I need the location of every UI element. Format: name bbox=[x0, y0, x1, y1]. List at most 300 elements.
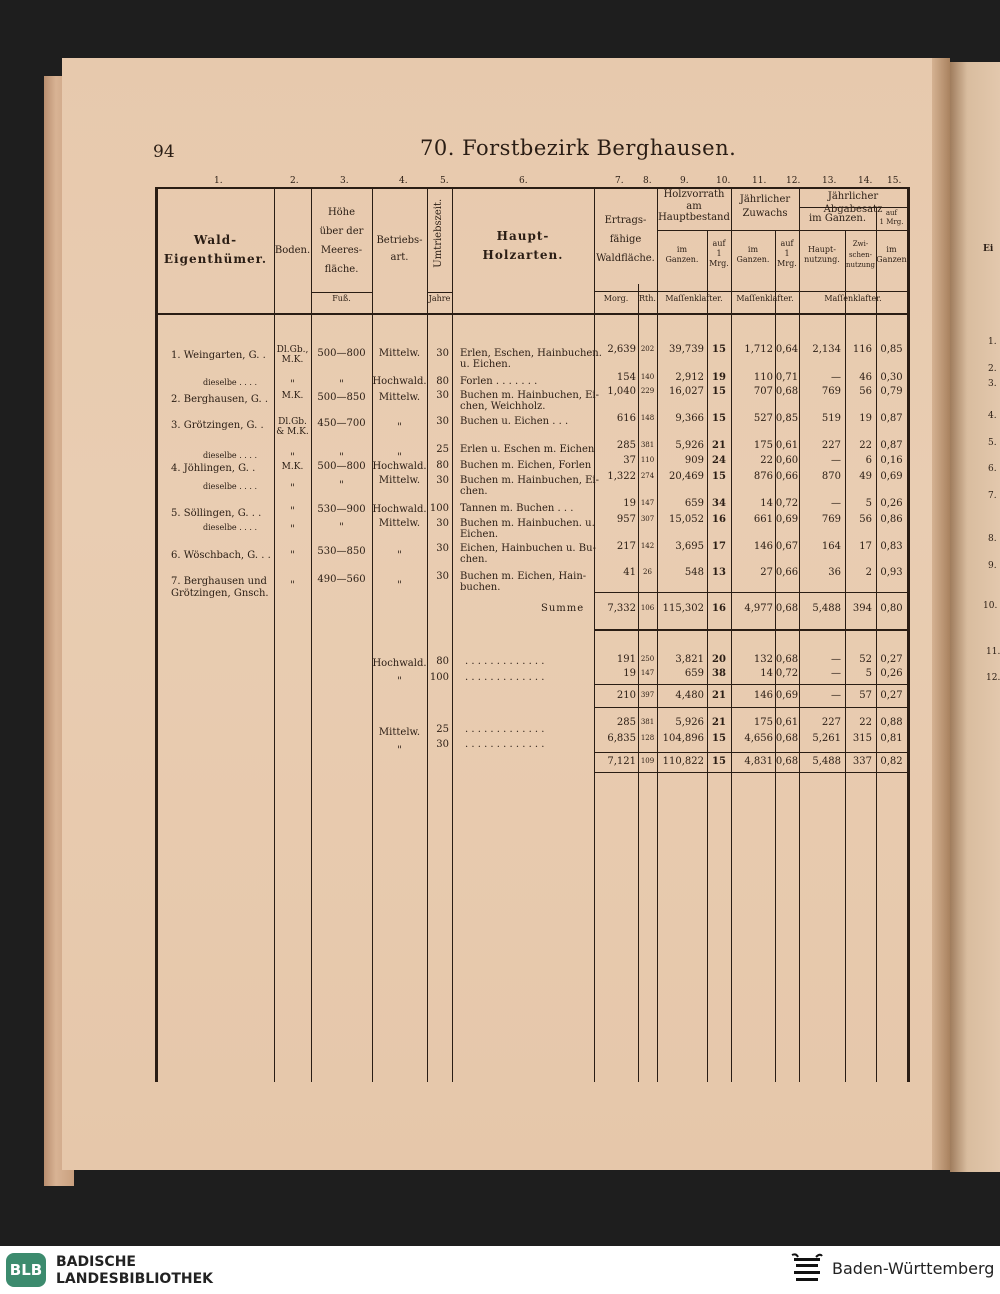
summe-stock: 115,302 bbox=[662, 603, 704, 614]
row-yield-main: 2,134 bbox=[812, 344, 841, 355]
row-growth: 175 bbox=[753, 440, 773, 451]
column-number: 7. bbox=[615, 176, 624, 186]
row-rotation: 30 bbox=[436, 475, 449, 486]
row-morgen: 2,639 bbox=[607, 344, 636, 355]
facing-fragment: 10. bbox=[983, 601, 998, 611]
row-type: " bbox=[397, 422, 402, 433]
table-rule bbox=[594, 684, 907, 685]
summary-growth-per: 0,68 bbox=[775, 654, 799, 665]
row-altitude: 500—800 bbox=[317, 461, 366, 472]
summary-yield-main: — bbox=[831, 654, 841, 665]
row-morgen: 19 bbox=[623, 498, 636, 509]
row-type: " bbox=[397, 550, 402, 561]
row-owner: 3. Grötzingen, G. . bbox=[171, 420, 264, 431]
summary-yield-inter: 52 bbox=[859, 654, 872, 665]
row-growth-per: 0,66 bbox=[775, 471, 799, 482]
table-rule bbox=[372, 187, 373, 1082]
column-number: 10. bbox=[716, 176, 731, 186]
row-stock-per: 24 bbox=[712, 455, 726, 466]
row-stock-per: 13 bbox=[712, 567, 726, 578]
summary-total-growth: 146 bbox=[753, 690, 773, 701]
row-growth: 661 bbox=[753, 514, 773, 525]
row-stock: 39,739 bbox=[669, 344, 704, 355]
summary-total-growth: 4,831 bbox=[744, 756, 773, 767]
table-rule bbox=[876, 207, 877, 1082]
row-stock-per: 15 bbox=[712, 471, 726, 482]
lions-crest-icon[interactable] bbox=[790, 1252, 824, 1288]
summary-stock-per: 20 bbox=[712, 654, 726, 665]
row-species: Erlen u. Eschen m. Eichen bbox=[460, 444, 595, 455]
summary-total-yield-inter: 57 bbox=[859, 690, 872, 701]
row-morgen: 217 bbox=[616, 541, 636, 552]
table-rule bbox=[907, 187, 910, 1082]
summary-stock-per: 38 bbox=[712, 668, 726, 679]
table-rule bbox=[274, 187, 275, 1082]
summary-dots: . . . . . . . . . . . . . bbox=[465, 656, 545, 667]
row-growth: 527 bbox=[753, 413, 773, 424]
row-morgen: 1,040 bbox=[607, 386, 636, 397]
row-ruthen: 307 bbox=[640, 515, 655, 523]
row-growth-per: 0,69 bbox=[775, 514, 799, 525]
row-species: Eichen, Hainbuchen u. Bu- chen. bbox=[460, 543, 596, 565]
table-rule bbox=[594, 772, 907, 773]
row-growth-per: 0,72 bbox=[775, 498, 799, 509]
row-growth-per: 0,71 bbox=[775, 372, 799, 383]
row-stock: 909 bbox=[684, 455, 704, 466]
summary-stock: 104,896 bbox=[662, 733, 704, 744]
column-number: 11. bbox=[752, 176, 767, 186]
row-stock-per: 15 bbox=[712, 386, 726, 397]
facing-fragment: 7. bbox=[988, 491, 997, 501]
summary-dots: . . . . . . . . . . . . . bbox=[465, 672, 545, 683]
header-altitude-unit: Fuß. bbox=[332, 294, 351, 303]
row-rotation: 30 bbox=[436, 543, 449, 554]
column-number: 5. bbox=[440, 176, 449, 186]
row-yield-inter: 56 bbox=[859, 386, 872, 397]
summary-dots: . . . . . . . . . . . . . bbox=[465, 724, 545, 735]
row-owner: dieselbe . . . . bbox=[203, 482, 258, 491]
row-owner: 7. Berghausen und Grötzingen, Gnsch. bbox=[171, 576, 269, 599]
row-stock-per: 15 bbox=[712, 344, 726, 355]
row-growth: 22 bbox=[760, 455, 773, 466]
header-growth-unit: Maſſenklafter. bbox=[736, 294, 794, 303]
row-species: Buchen m. Hainbuchen. u. Eichen. bbox=[460, 518, 595, 540]
table-rule bbox=[452, 187, 453, 1082]
summary-yield-per: 0,26 bbox=[880, 668, 903, 679]
row-morgen: 37 bbox=[623, 455, 636, 466]
summary-total-yield-inter: 337 bbox=[852, 756, 872, 767]
summary-growth: 4,656 bbox=[744, 733, 773, 744]
table-rule bbox=[155, 187, 910, 189]
summe-morgen: 7,332 bbox=[607, 603, 636, 614]
table-rule bbox=[594, 752, 907, 753]
row-growth-per: 0,85 bbox=[775, 413, 799, 424]
row-yield-per: 0,16 bbox=[880, 455, 903, 466]
row-yield-inter: 17 bbox=[859, 541, 872, 552]
row-type: Mittelw. bbox=[378, 518, 421, 529]
table-rule bbox=[594, 187, 595, 1082]
facing-fragment: 9. bbox=[988, 561, 997, 571]
row-ruthen: 381 bbox=[640, 441, 655, 449]
blb-line-2: LANDESBIBLIOTHEK bbox=[56, 1271, 214, 1287]
row-growth-per: 0,61 bbox=[775, 440, 799, 451]
facing-fragment: Ei bbox=[983, 244, 994, 254]
summary-growth: 175 bbox=[753, 717, 773, 728]
summary-total-growth-per: 0,68 bbox=[775, 756, 799, 767]
row-yield-inter: 49 bbox=[859, 471, 872, 482]
table-rule bbox=[427, 292, 452, 293]
summary-morgen: 191 bbox=[616, 654, 636, 665]
row-stock-per: 16 bbox=[712, 514, 726, 525]
header-yield-per-total: im Ganzen bbox=[876, 245, 907, 264]
row-ruthen: 110 bbox=[640, 456, 655, 464]
row-stock: 2,912 bbox=[675, 372, 704, 383]
row-soil: " bbox=[290, 379, 295, 390]
row-growth: 27 bbox=[760, 567, 773, 578]
summe-stock-per: 16 bbox=[712, 603, 726, 614]
column-number: 4. bbox=[399, 176, 408, 186]
table-rule bbox=[594, 291, 907, 292]
header-stock-unit: Maſſenklafter. bbox=[665, 294, 723, 303]
row-stock-per: 21 bbox=[712, 440, 726, 451]
summe-growth: 4,977 bbox=[744, 603, 773, 614]
summary-total-yield-main: 5,488 bbox=[812, 756, 841, 767]
row-type: " bbox=[397, 452, 402, 463]
summary-rotation: 30 bbox=[436, 739, 449, 750]
row-type: Mittelw. bbox=[378, 475, 421, 486]
summary-total-yield-main: — bbox=[831, 690, 841, 701]
row-altitude: 450—700 bbox=[317, 418, 366, 429]
column-number: 13. bbox=[822, 176, 837, 186]
row-soil: M.K. bbox=[281, 462, 304, 472]
row-morgen: 957 bbox=[616, 514, 636, 525]
summary-yield-per: 0,88 bbox=[880, 717, 903, 728]
row-species: Buchen m. Eichen, Forlen bbox=[460, 460, 592, 471]
row-rotation: 80 bbox=[436, 376, 449, 387]
row-ruthen: 140 bbox=[640, 373, 655, 381]
row-altitude: " bbox=[339, 522, 344, 533]
summary-total-morgen: 7,121 bbox=[607, 756, 636, 767]
row-yield-inter: 46 bbox=[859, 372, 872, 383]
row-yield-inter: 2 bbox=[865, 567, 872, 578]
summary-total-stock: 4,480 bbox=[675, 690, 704, 701]
row-altitude: " bbox=[339, 452, 344, 463]
hochwald-label: Hochwald. bbox=[372, 658, 427, 669]
row-yield-per: 0,83 bbox=[880, 541, 903, 552]
summary-total-morgen: 210 bbox=[616, 690, 636, 701]
summary-yield-main: — bbox=[831, 668, 841, 679]
row-stock: 15,052 bbox=[669, 514, 704, 525]
summary-yield-inter: 315 bbox=[852, 733, 872, 744]
header-owner: Wald- Eigenthümer. bbox=[163, 233, 268, 267]
row-yield-main: — bbox=[831, 372, 841, 383]
row-stock: 20,469 bbox=[669, 471, 704, 482]
table-rule bbox=[594, 629, 907, 631]
row-type: Hochwald. bbox=[372, 504, 427, 515]
header-rotation-unit: Jahre bbox=[428, 294, 451, 303]
table-rule bbox=[657, 230, 907, 231]
row-rotation: 30 bbox=[436, 518, 449, 529]
summary-growth-per: 0,72 bbox=[775, 668, 799, 679]
row-growth-per: 0,66 bbox=[775, 567, 799, 578]
row-growth-per: 0,68 bbox=[775, 386, 799, 397]
header-yield-unit: Maſſenklafter. bbox=[824, 294, 882, 303]
header-species: Haupt- Holzarten. bbox=[482, 229, 564, 263]
row-altitude: 530—900 bbox=[317, 504, 366, 515]
summary-stock: 5,926 bbox=[675, 717, 704, 728]
row-type: Hochwald. bbox=[372, 376, 427, 387]
summe-yield-per: 0,80 bbox=[880, 603, 903, 614]
row-morgen: 154 bbox=[616, 372, 636, 383]
summary-ruthen: 250 bbox=[640, 655, 655, 663]
row-growth: 146 bbox=[753, 541, 773, 552]
facing-fragment: 12. bbox=[986, 673, 1000, 683]
summary-ruthen: 147 bbox=[640, 669, 655, 677]
facing-fragment: 6. bbox=[988, 464, 997, 474]
header-growth: Jährlicher Zuwachs bbox=[739, 194, 791, 219]
row-growth-per: 0,67 bbox=[775, 541, 799, 552]
row-soil: " bbox=[290, 550, 295, 561]
mittelwald-ditto: " bbox=[397, 745, 402, 756]
row-growth: 110 bbox=[753, 372, 773, 383]
table-rule bbox=[657, 187, 658, 1082]
row-yield-main: 870 bbox=[821, 471, 841, 482]
summary-total-stock: 110,822 bbox=[662, 756, 704, 767]
header-growth-per: auf 1 Mrg. bbox=[777, 239, 797, 268]
row-yield-per: 0,87 bbox=[880, 413, 903, 424]
row-morgen: 1,322 bbox=[607, 471, 636, 482]
row-yield-main: 164 bbox=[821, 541, 841, 552]
table-rule bbox=[311, 187, 312, 1082]
row-yield-main: 227 bbox=[821, 440, 841, 451]
table-rule bbox=[594, 592, 907, 593]
row-yield-inter: 19 bbox=[859, 413, 872, 424]
table-rule bbox=[155, 313, 910, 315]
header-growth-total: im Ganzen. bbox=[736, 245, 770, 264]
row-altitude: 500—800 bbox=[317, 348, 366, 359]
summary-total-growth-per: 0,69 bbox=[775, 690, 799, 701]
row-yield-per: 0,85 bbox=[880, 344, 903, 355]
row-yield-main: 769 bbox=[821, 386, 841, 397]
row-owner: 4. Jöhlingen, G. . bbox=[171, 463, 256, 474]
row-yield-inter: 56 bbox=[859, 514, 872, 525]
row-owner: 5. Söllingen, G. . . bbox=[171, 508, 262, 519]
column-number: 3. bbox=[340, 176, 349, 186]
header-area-unit-rth: Rth. bbox=[639, 294, 656, 303]
summary-growth: 14 bbox=[760, 668, 773, 679]
header-altitude: Höhe über der Meeres- fläche. bbox=[319, 207, 364, 275]
row-rotation: 30 bbox=[436, 416, 449, 427]
header-stock: Holzvorrath am Hauptbestand bbox=[658, 189, 730, 223]
row-morgen: 616 bbox=[616, 413, 636, 424]
row-yield-per: 0,30 bbox=[880, 372, 903, 383]
row-rotation: 80 bbox=[436, 460, 449, 471]
row-yield-per: 0,93 bbox=[880, 567, 903, 578]
header-yield-total: im Ganzen. bbox=[808, 213, 867, 224]
row-yield-per: 0,87 bbox=[880, 440, 903, 451]
facing-fragment: 1. bbox=[988, 337, 997, 347]
row-ruthen: 202 bbox=[640, 345, 655, 353]
summary-yield-inter: 5 bbox=[865, 668, 872, 679]
facing-fragment: 2. bbox=[988, 364, 997, 374]
bw-label[interactable]: Baden-Württemberg bbox=[832, 1259, 995, 1278]
row-growth: 14 bbox=[760, 498, 773, 509]
row-yield-inter: 116 bbox=[852, 344, 872, 355]
row-stock-per: 17 bbox=[712, 541, 726, 552]
row-stock: 16,027 bbox=[669, 386, 704, 397]
row-species: Buchen m. Eichen, Hain- buchen. bbox=[460, 571, 587, 593]
row-morgen: 285 bbox=[616, 440, 636, 451]
row-growth: 876 bbox=[753, 471, 773, 482]
row-species: Buchen m. Hainbuchen, Ei- chen. bbox=[460, 475, 600, 497]
summary-total-stock-per: 15 bbox=[712, 756, 726, 767]
header-rotation: Umtriebszeit. bbox=[432, 198, 444, 268]
row-owner: dieselbe . . . . bbox=[203, 378, 258, 387]
row-stock: 3,695 bbox=[675, 541, 704, 552]
row-yield-main: 36 bbox=[828, 567, 841, 578]
summary-rotation: 25 bbox=[436, 724, 449, 735]
facing-page-edge bbox=[950, 62, 1000, 1172]
column-number: 14. bbox=[858, 176, 873, 186]
blb-wordmark[interactable] bbox=[56, 1254, 213, 1288]
row-soil: M.K. bbox=[281, 391, 304, 401]
row-yield-inter: 5 bbox=[865, 498, 872, 509]
summary-ruthen: 128 bbox=[640, 734, 655, 742]
row-morgen: 41 bbox=[623, 567, 636, 578]
row-owner: dieselbe . . . . bbox=[203, 523, 258, 532]
table-rule bbox=[311, 292, 372, 293]
table-rule bbox=[731, 187, 732, 1082]
summary-stock: 659 bbox=[684, 668, 704, 679]
table-rule bbox=[427, 187, 428, 1082]
summary-stock-per: 15 bbox=[712, 733, 726, 744]
summary-dots: . . . . . . . . . . . . . bbox=[465, 739, 545, 750]
summe-ruthen: 106 bbox=[640, 604, 655, 612]
row-soil: " bbox=[290, 452, 295, 463]
row-type: Hochwald. bbox=[372, 461, 427, 472]
row-altitude: 500—850 bbox=[317, 392, 366, 403]
blb-logo[interactable] bbox=[6, 1253, 46, 1287]
row-rotation: 100 bbox=[429, 503, 449, 514]
row-growth-per: 0,64 bbox=[775, 344, 799, 355]
row-species: Buchen m. Hainbuchen, Ei- chen, Weichholz. bbox=[460, 390, 600, 412]
row-yield-per: 0,69 bbox=[880, 471, 903, 482]
row-owner: 2. Berghausen, G. . bbox=[171, 394, 269, 405]
summary-morgen: 6,835 bbox=[607, 733, 636, 744]
row-species: Buchen u. Eichen . . . bbox=[460, 416, 569, 427]
summary-stock: 3,821 bbox=[675, 654, 704, 665]
header-yield-inter: Zwi- schen- nutzung bbox=[845, 240, 875, 269]
row-owner: 1. Weingarten, G. . bbox=[171, 350, 266, 361]
row-soil: " bbox=[290, 580, 295, 591]
row-stock-per: 34 bbox=[712, 498, 726, 509]
column-number: 8. bbox=[643, 176, 652, 186]
table-rule bbox=[638, 284, 639, 1082]
viewer-footer bbox=[0, 1246, 1000, 1294]
summary-ruthen: 381 bbox=[640, 718, 655, 726]
row-yield-inter: 6 bbox=[865, 455, 872, 466]
row-yield-main: 769 bbox=[821, 514, 841, 525]
summary-growth: 132 bbox=[753, 654, 773, 665]
row-stock: 5,926 bbox=[675, 440, 704, 451]
facing-fragment: 8. bbox=[988, 534, 997, 544]
summary-morgen: 285 bbox=[616, 717, 636, 728]
row-soil: " bbox=[290, 483, 295, 494]
row-ruthen: 142 bbox=[640, 542, 655, 550]
column-number: 2. bbox=[290, 176, 299, 186]
row-type: " bbox=[397, 580, 402, 591]
header-type: Betriebs- art. bbox=[376, 235, 423, 263]
header-stock-total: im Ganzen. bbox=[665, 245, 699, 264]
summary-total-ruthen: 397 bbox=[640, 691, 655, 699]
header-area-unit-morg: Morg. bbox=[603, 294, 629, 303]
header-yield: Jährlicher Abgabesatz bbox=[823, 191, 883, 215]
row-owner: 6. Wöschbach, G. . . bbox=[171, 550, 271, 561]
column-number: 15. bbox=[887, 176, 902, 186]
row-rotation: 30 bbox=[436, 571, 449, 582]
summe-yield-inter: 394 bbox=[852, 603, 872, 614]
summary-yield-main: 5,261 bbox=[812, 733, 841, 744]
summary-morgen: 19 bbox=[623, 668, 636, 679]
row-growth: 1,712 bbox=[744, 344, 773, 355]
page-title: 70. Forstbezirk Berghausen. bbox=[420, 136, 737, 160]
row-yield-main: — bbox=[831, 455, 841, 466]
row-yield-per: 0,79 bbox=[880, 386, 903, 397]
row-rotation: 30 bbox=[436, 348, 449, 359]
row-ruthen: 147 bbox=[640, 499, 655, 507]
row-rotation: 30 bbox=[436, 390, 449, 401]
summary-total-stock-per: 21 bbox=[712, 690, 726, 701]
row-type: Mittelw. bbox=[378, 392, 421, 403]
summary-rotation: 100 bbox=[429, 672, 449, 683]
facing-fragment: 4. bbox=[988, 411, 997, 421]
mittelwald-label: Mittelw. bbox=[378, 727, 421, 738]
row-yield-inter: 22 bbox=[859, 440, 872, 451]
row-stock: 9,366 bbox=[675, 413, 704, 424]
facing-fragment: 11. bbox=[986, 647, 1000, 657]
row-soil: " bbox=[290, 506, 295, 517]
row-stock-per: 15 bbox=[712, 413, 726, 424]
row-rotation: 25 bbox=[436, 444, 449, 455]
column-number: 9. bbox=[680, 176, 689, 186]
page-number: 94 bbox=[153, 142, 175, 162]
row-ruthen: 274 bbox=[640, 472, 655, 480]
row-altitude: " bbox=[339, 379, 344, 390]
table-rule bbox=[155, 187, 158, 1082]
summary-growth-per: 0,68 bbox=[775, 733, 799, 744]
blb-badge-text: BLB bbox=[9, 1261, 43, 1279]
column-number: 12. bbox=[786, 176, 801, 186]
book-gutter bbox=[932, 58, 950, 1170]
forest-statistics-table bbox=[155, 187, 912, 1082]
summary-growth-per: 0,61 bbox=[775, 717, 799, 728]
row-soil: Dl.Gb. & M.K. bbox=[276, 417, 309, 437]
row-growth: 707 bbox=[753, 386, 773, 397]
row-stock: 659 bbox=[684, 498, 704, 509]
header-yield-main: Haupt- nutzung. bbox=[804, 245, 840, 264]
facing-fragment: 5. bbox=[988, 438, 997, 448]
row-type: Mittelw. bbox=[378, 348, 421, 359]
row-species: Tannen m. Buchen . . . bbox=[460, 503, 574, 514]
row-altitude: 490—560 bbox=[317, 574, 366, 585]
row-ruthen: 229 bbox=[640, 387, 655, 395]
summe-growth-per: 0,68 bbox=[775, 603, 799, 614]
row-yield-main: 519 bbox=[821, 413, 841, 424]
row-species: Forlen . . . . . . . bbox=[460, 376, 538, 387]
row-yield-per: 0,26 bbox=[880, 498, 903, 509]
table-rule bbox=[594, 707, 907, 708]
summary-rotation: 80 bbox=[436, 656, 449, 667]
